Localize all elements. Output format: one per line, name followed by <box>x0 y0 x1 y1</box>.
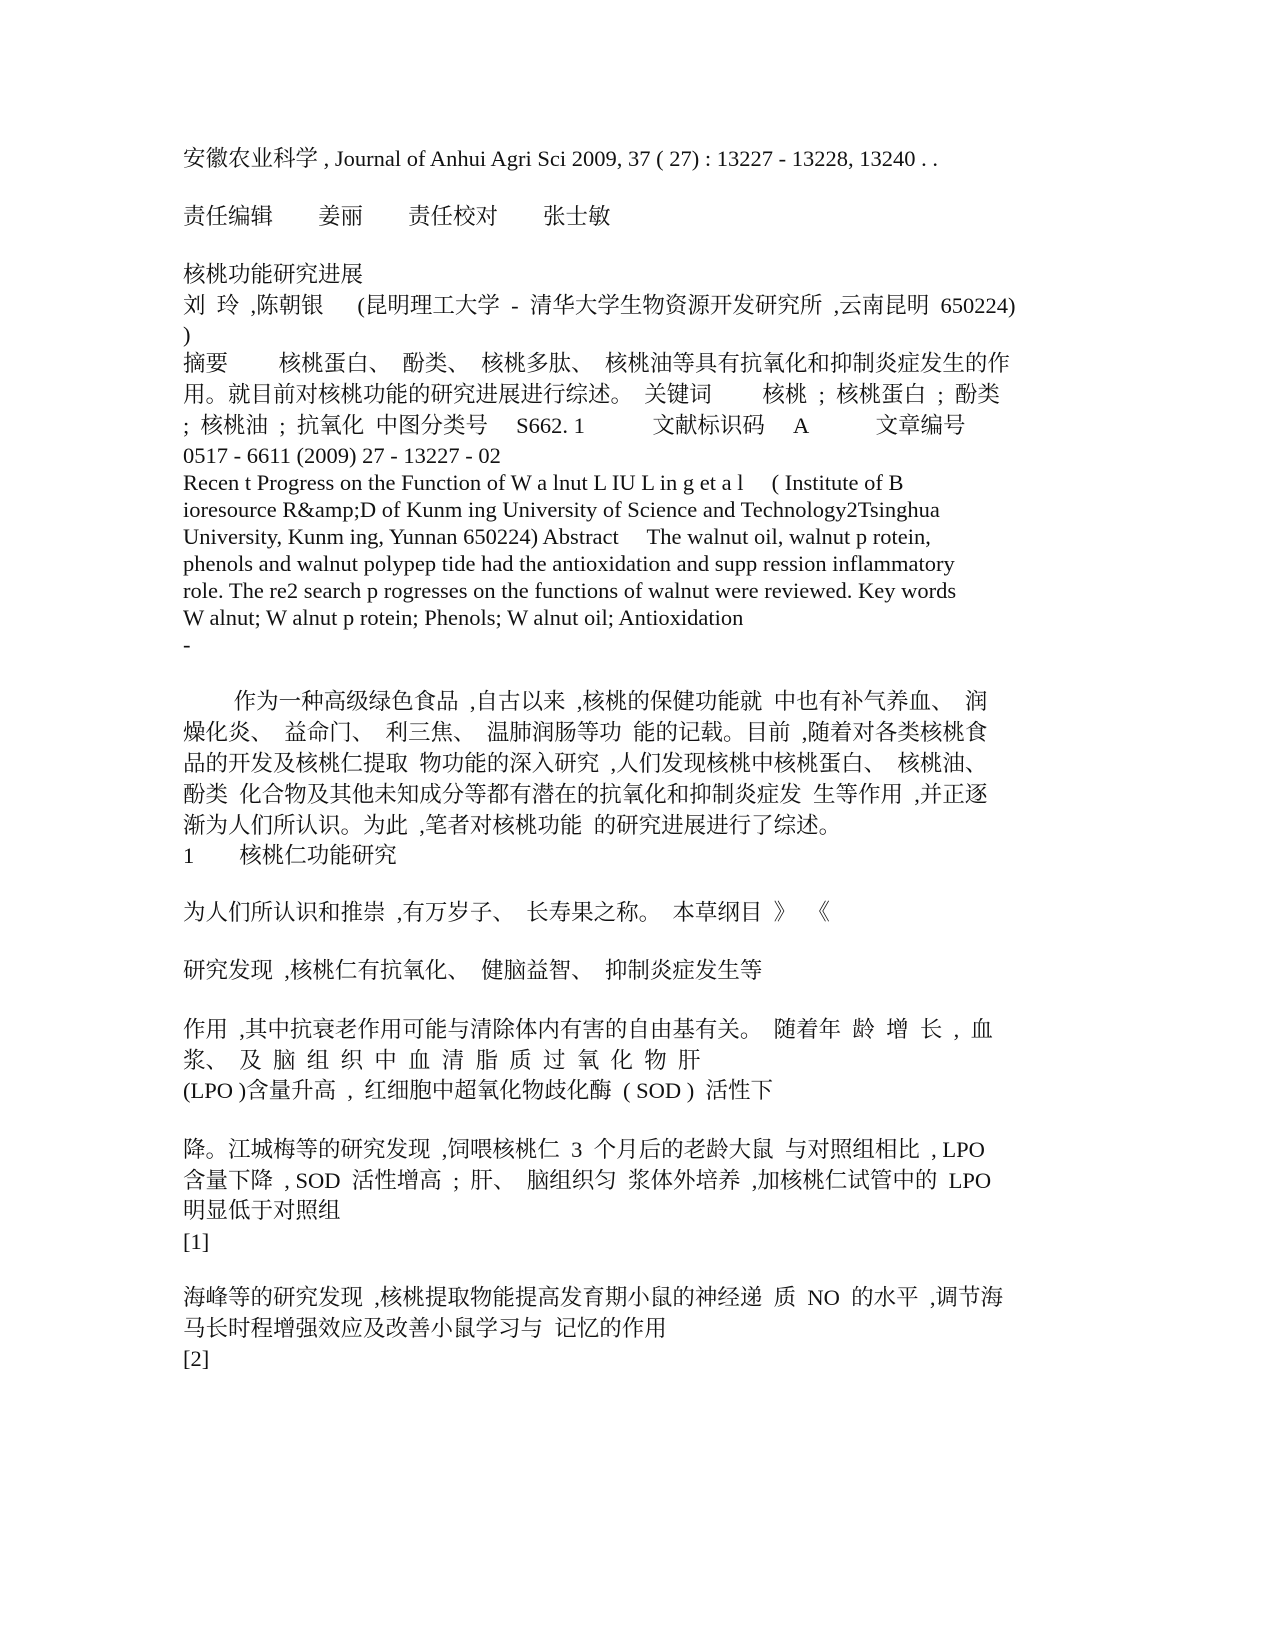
journal-citation: 安徽农业科学 , Journal of Anhui Agri Sci 2009, 37 ( 27) : 13227 - 13228, 13240 . . <box>183 146 938 171</box>
abstract-en-line: University, Kunm ing, Yunnan 650224) Abstract The walnut oil, walnut p rotein, <box>183 524 931 549</box>
body-paragraph-line: 海峰等的研究发现 ,核桃提取物能提高发育期小鼠的神经递 质 NO 的水平 ,调节海 <box>183 1285 1003 1310</box>
editor-credits: 责任编辑 姜丽 责任校对 张士敏 <box>183 204 611 229</box>
reference-marker: [1] <box>183 1229 210 1254</box>
body-paragraph-line: 含量下降 , SOD 活性增高 ; 肝、 脑组织匀 浆体外培养 ,加核桃仁试管中的 LPO <box>183 1168 992 1193</box>
body-paragraph-line: 马长时程增强效应及改善小鼠学习与 记忆的作用 <box>183 1316 667 1341</box>
intro-paragraph-line: 渐为人们所认识。为此 ,笔者对核桃功能 的研究进展进行了综述。 <box>183 813 842 838</box>
body-paragraph-line: 降。江城梅等的研究发现 ,饲喂核桃仁 3 个月后的老龄大鼠 与对照组相比 , LPO <box>183 1137 985 1162</box>
body-paragraph-line: 作用 ,其中抗衰老作用可能与清除体内有害的自由基有关。 随着年 龄 增 长 , 血 <box>183 1017 994 1042</box>
abstract-cn-line: 摘要 核桃蛋白、 酚类、 核桃多肽、 核桃油等具有抗氧化和抑制炎症发生的作 <box>183 351 1010 376</box>
intro-paragraph-line: 品的开发及核桃仁提取 物功能的深入研究 ,人们发现核桃中核桃蛋白、 核桃油、 <box>183 751 988 776</box>
separator-dash: - <box>183 632 191 657</box>
article-title: 核桃功能研究进展 <box>183 262 364 287</box>
abstract-en-line: ioresource R&amp;D of Kunm ing University of Science and Technology2Tsinghua <box>183 497 940 522</box>
abstract-en-line: W alnut; W alnut p rotein; Phenols; W alnut oil; Antioxidation <box>183 605 744 630</box>
abstract-cn-line: 0517 - 6611 (2009) 27 - 13227 - 02 <box>183 443 501 468</box>
intro-paragraph-line: 作为一种高级绿色食品 ,自古以来 ,核桃的保健功能就 中也有补气养血、 润 <box>183 689 988 714</box>
body-paragraph-line: 浆、 及 脑 组 织 中 血 清 脂 质 过 氧 化 物 肝 <box>183 1048 701 1073</box>
authors-affiliation: 刘 玲 ,陈朝银 (昆明理工大学 - 清华大学生物资源开发研究所 ,云南昆明 650224) <box>183 293 1016 318</box>
abstract-en-line: phenols and walnut polypep tide had the antioxidation and supp ression inflammatory <box>183 551 955 576</box>
reference-marker: [2] <box>183 1346 210 1371</box>
abstract-en-line: role. The re2 search p rogresses on the functions of walnut were reviewed. Key words <box>183 578 957 603</box>
body-paragraph-line: 研究发现 ,核桃仁有抗氧化、 健脑益智、 抑制炎症发生等 <box>183 958 763 983</box>
abstract-en-line: Recen t Progress on the Function of W a lnut L IU L in g et a l ( Institute of B <box>183 470 904 495</box>
abstract-cn-line: 用。就目前对核桃功能的研究进展进行综述。 关键词 核桃 ; 核桃蛋白 ; 酚类 <box>183 382 1000 407</box>
body-paragraph-line: 明显低于对照组 <box>183 1198 341 1223</box>
body-paragraph-line: 为人们所认识和推崇 ,有万岁子、 长寿果之称。 本草纲目 》 《 <box>183 900 830 925</box>
section-heading: 1 核桃仁功能研究 <box>183 843 397 868</box>
intro-paragraph-line: 酚类 化合物及其他未知成分等都有潜在的抗氧化和抑制炎症发 生等作用 ,并正逐 <box>183 782 988 807</box>
abstract-cn-line: ; 核桃油 ; 抗氧化 中图分类号 S662. 1 文献标识码 A 文章编号 <box>183 413 966 438</box>
body-paragraph-line: (LPO )含量升高 , 红细胞中超氧化物歧化酶 ( SOD ) 活性下 <box>183 1078 773 1103</box>
intro-paragraph-line: 燥化炎、 益命门、 利三焦、 温肺润肠等功 能的记载。目前 ,随着对各类核桃食 <box>183 720 988 745</box>
authors-affiliation-tail: ) <box>183 322 191 347</box>
